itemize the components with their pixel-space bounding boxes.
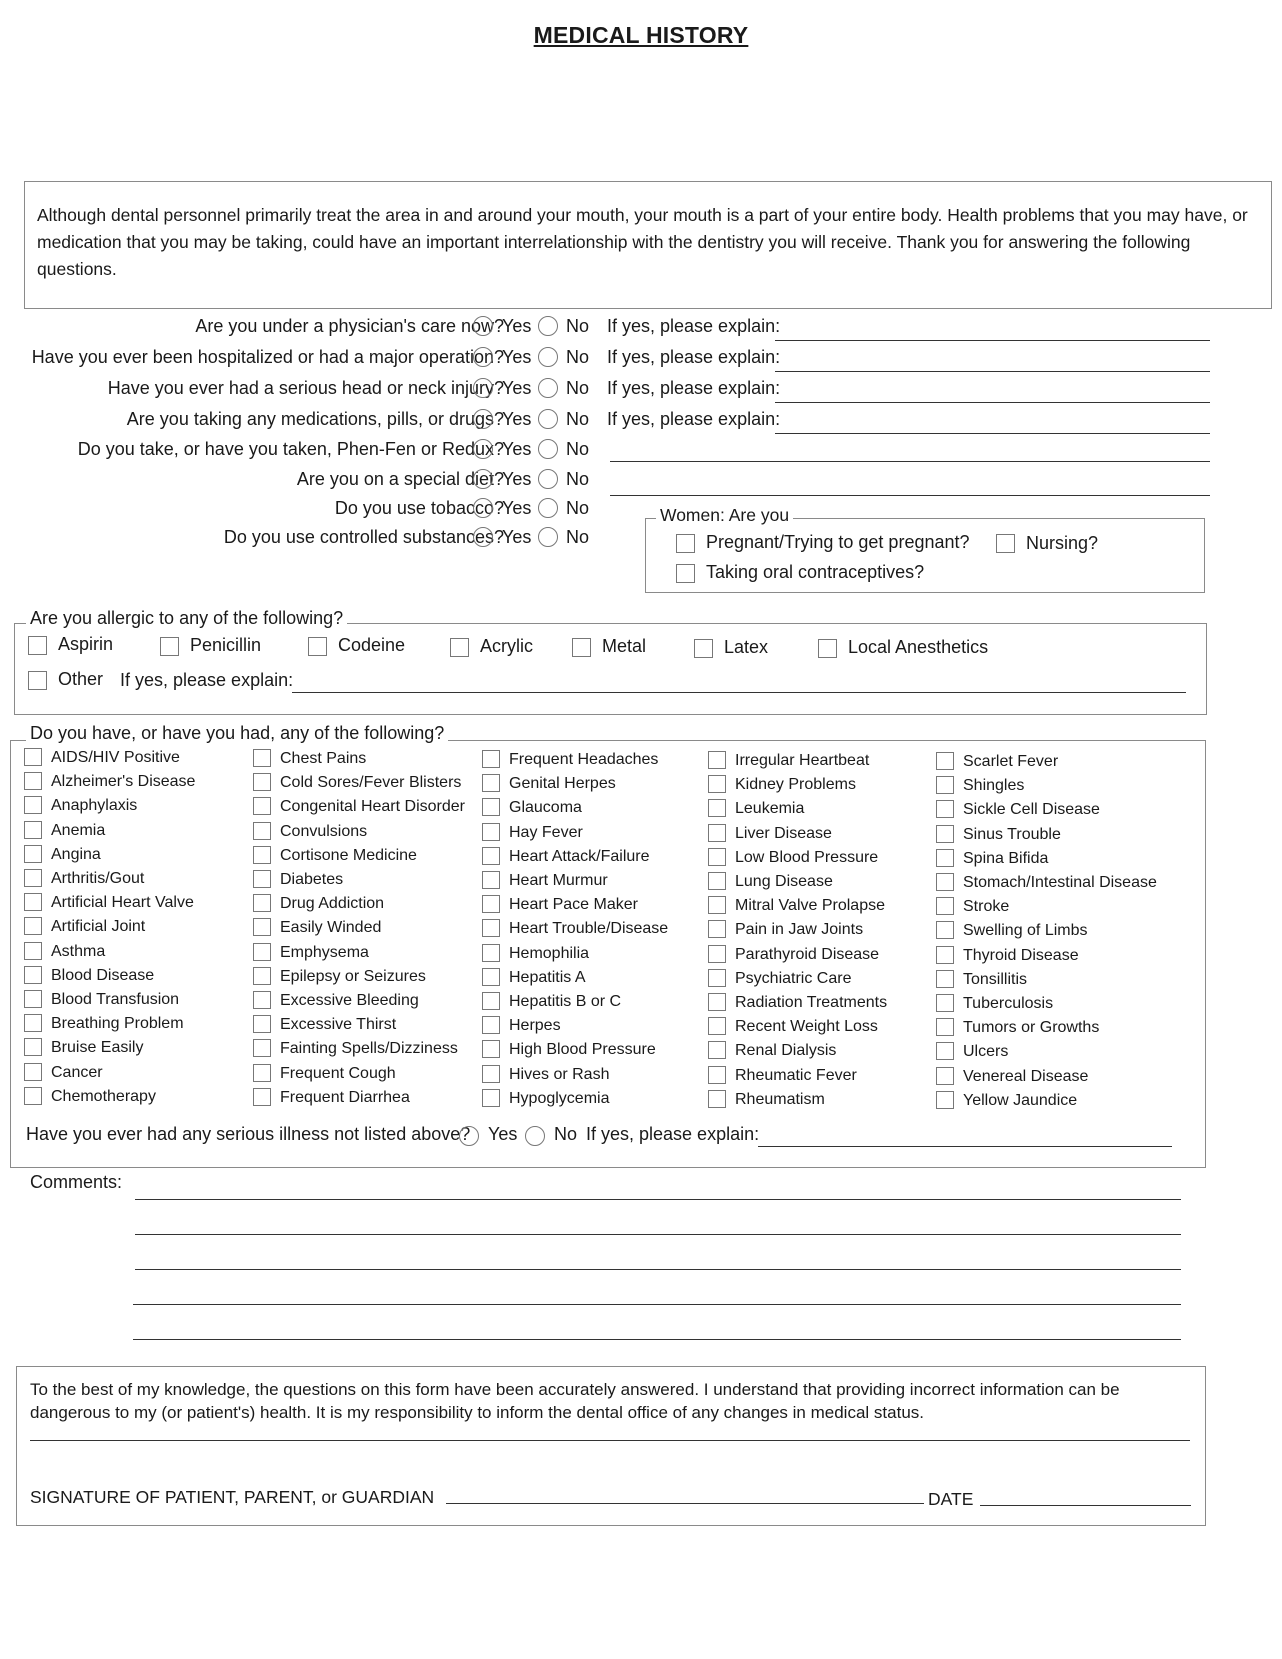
- condition-label: Angina: [51, 846, 101, 863]
- condition-label: Sickle Cell Disease: [963, 801, 1100, 818]
- question-row: [0, 406, 1282, 432]
- serious-illness-yes-label: Yes: [488, 1124, 518, 1144]
- condition-checkbox[interactable]: [708, 945, 726, 963]
- no-label: No: [566, 316, 590, 336]
- condition-label: Lung Disease: [735, 873, 833, 890]
- yes-radio[interactable]: [473, 498, 493, 518]
- condition-label: Blood Transfusion: [51, 991, 180, 1008]
- serious-illness-no-radio[interactable]: [525, 1126, 545, 1146]
- explain-label: If yes, please explain:: [607, 409, 781, 429]
- condition-label: Rheumatism: [735, 1091, 825, 1108]
- condition-label: Drug Addiction: [280, 895, 385, 912]
- allergy-checkbox[interactable]: [28, 636, 47, 655]
- condition-label: Tonsillitis: [963, 971, 1028, 988]
- condition-label: Epilepsy or Seizures: [280, 968, 426, 985]
- allergy-checkbox[interactable]: [308, 637, 327, 656]
- condition-checkbox[interactable]: [708, 872, 726, 890]
- condition-label: Convulsions: [280, 823, 368, 840]
- explain-line[interactable]: [775, 340, 1210, 341]
- condition-label: Leukemia: [735, 800, 805, 817]
- condition-checkbox[interactable]: [936, 1042, 954, 1060]
- condition-checkbox[interactable]: [253, 1088, 271, 1106]
- condition-checkbox[interactable]: [482, 1016, 500, 1034]
- condition-label: Emphysema: [280, 944, 369, 961]
- condition-checkbox[interactable]: [24, 942, 42, 960]
- comments-line[interactable]: [135, 1234, 1181, 1235]
- condition-label: Arthritis/Gout: [51, 870, 145, 887]
- condition-label: Radiation Treatments: [735, 994, 888, 1011]
- condition-checkbox[interactable]: [253, 991, 271, 1009]
- condition-checkbox[interactable]: [936, 752, 954, 770]
- condition-label: Hay Fever: [509, 824, 583, 841]
- allergy-checkbox[interactable]: [450, 638, 469, 657]
- date-label: DATE: [928, 1489, 974, 1509]
- condition-label: Frequent Diarrhea: [280, 1089, 410, 1106]
- allergy-checkbox[interactable]: [694, 639, 713, 658]
- yes-label: Yes: [502, 469, 532, 489]
- no-radio[interactable]: [538, 409, 558, 429]
- condition-checkbox[interactable]: [936, 849, 954, 867]
- yes-label: Yes: [502, 498, 532, 518]
- question-label: Do you use tobacco?: [334, 498, 504, 518]
- condition-checkbox[interactable]: [936, 921, 954, 939]
- condition-label: Tuberculosis: [963, 995, 1054, 1012]
- condition-label: Cold Sores/Fever Blisters: [280, 774, 462, 791]
- explain-line[interactable]: [610, 461, 1210, 462]
- no-radio[interactable]: [538, 378, 558, 398]
- nursing-checkbox[interactable]: [996, 534, 1015, 553]
- condition-checkbox[interactable]: [253, 1039, 271, 1057]
- condition-checkbox[interactable]: [708, 799, 726, 817]
- condition-checkbox[interactable]: [708, 896, 726, 914]
- condition-label: Hepatitis B or C: [509, 993, 622, 1010]
- no-radio[interactable]: [538, 316, 558, 336]
- condition-checkbox[interactable]: [708, 1041, 726, 1059]
- condition-checkbox[interactable]: [482, 1065, 500, 1083]
- signature-line[interactable]: [446, 1503, 924, 1504]
- yes-radio[interactable]: [473, 378, 493, 398]
- page-title: MEDICAL HISTORY: [533, 22, 749, 48]
- yes-radio[interactable]: [473, 409, 493, 429]
- condition-checkbox[interactable]: [708, 824, 726, 842]
- condition-label: Anaphylaxis: [51, 797, 138, 814]
- condition-checkbox[interactable]: [482, 1089, 500, 1107]
- condition-label: Diabetes: [280, 871, 344, 888]
- condition-label: Excessive Bleeding: [280, 992, 419, 1009]
- condition-checkbox[interactable]: [936, 776, 954, 794]
- explain-line[interactable]: [775, 402, 1210, 403]
- allergy-label: Penicillin: [190, 635, 262, 655]
- pregnant-checkbox[interactable]: [676, 534, 695, 553]
- question-label: Are you under a physician's care now?: [195, 316, 504, 336]
- condition-label: Stroke: [963, 898, 1010, 915]
- question-row: [0, 436, 1282, 462]
- condition-checkbox[interactable]: [253, 749, 271, 767]
- yes-radio[interactable]: [473, 439, 493, 459]
- no-label: No: [566, 527, 590, 547]
- condition-checkbox[interactable]: [936, 825, 954, 843]
- condition-label: Anemia: [51, 822, 106, 839]
- condition-label: Heart Attack/Failure: [509, 848, 650, 865]
- condition-checkbox[interactable]: [24, 990, 42, 1008]
- question-label: Do you take, or have you taken, Phen-Fen or Redux?: [77, 439, 504, 459]
- condition-label: Irregular Heartbeat: [735, 752, 870, 769]
- condition-checkbox[interactable]: [708, 751, 726, 769]
- condition-checkbox[interactable]: [24, 1038, 42, 1056]
- condition-label: Frequent Cough: [280, 1065, 396, 1082]
- condition-checkbox[interactable]: [708, 775, 726, 793]
- question-row: [0, 313, 1282, 339]
- condition-label: Shingles: [963, 777, 1025, 794]
- condition-checkbox[interactable]: [253, 797, 271, 815]
- condition-checkbox[interactable]: [482, 992, 500, 1010]
- condition-checkbox[interactable]: [708, 920, 726, 938]
- yes-label: Yes: [502, 409, 532, 429]
- condition-checkbox[interactable]: [482, 1040, 500, 1058]
- explain-label: If yes, please explain:: [607, 316, 781, 336]
- comments-line[interactable]: [133, 1304, 1181, 1305]
- allergy-checkbox[interactable]: [818, 639, 837, 658]
- condition-checkbox[interactable]: [24, 1063, 42, 1081]
- condition-checkbox[interactable]: [253, 1064, 271, 1082]
- condition-checkbox[interactable]: [24, 1014, 42, 1032]
- nursing-label: Nursing?: [1026, 533, 1099, 553]
- yes-radio[interactable]: [473, 527, 493, 547]
- attestation-line[interactable]: [30, 1440, 1190, 1441]
- serious-illness-question: Have you ever had any serious illness not listed above?: [26, 1124, 471, 1144]
- condition-checkbox[interactable]: [936, 1018, 954, 1036]
- serious-illness-explain-line[interactable]: [758, 1146, 1172, 1147]
- condition-label: Hepatitis A: [509, 969, 586, 986]
- contraceptives-label: Taking oral contraceptives?: [706, 562, 925, 582]
- no-label: No: [566, 469, 590, 489]
- no-radio[interactable]: [538, 469, 558, 489]
- condition-label: Excessive Thirst: [280, 1016, 397, 1033]
- condition-checkbox[interactable]: [708, 1017, 726, 1035]
- condition-checkbox[interactable]: [482, 968, 500, 986]
- condition-checkbox[interactable]: [482, 774, 500, 792]
- condition-label: Asthma: [51, 943, 106, 960]
- intro-box: [24, 181, 1272, 309]
- yes-label: Yes: [502, 439, 532, 459]
- condition-label: Psychiatric Care: [735, 970, 852, 987]
- condition-label: Kidney Problems: [735, 776, 856, 793]
- women-title: Women: Are you: [656, 505, 793, 526]
- condition-checkbox[interactable]: [253, 943, 271, 961]
- condition-checkbox[interactable]: [936, 1067, 954, 1085]
- contraceptives-checkbox[interactable]: [676, 564, 695, 583]
- condition-label: Heart Pace Maker: [509, 896, 638, 913]
- condition-checkbox[interactable]: [253, 918, 271, 936]
- condition-label: Heart Murmur: [509, 872, 608, 889]
- allergy-explain-line[interactable]: [292, 692, 1186, 693]
- condition-label: Hives or Rash: [509, 1066, 610, 1083]
- condition-checkbox[interactable]: [24, 821, 42, 839]
- serious-illness-yes-radio[interactable]: [459, 1126, 479, 1146]
- condition-checkbox[interactable]: [708, 969, 726, 987]
- question-label: Have you ever been hospitalized or had a major operation?: [31, 347, 504, 367]
- question-label: Are you taking any medications, pills, or drugs?: [126, 409, 504, 429]
- allergy-label: Metal: [602, 636, 647, 656]
- condition-label: Congenital Heart Disorder: [280, 798, 465, 815]
- date-line[interactable]: [980, 1505, 1191, 1506]
- comments-line[interactable]: [135, 1269, 1181, 1270]
- allergies-title: Are you allergic to any of the following?: [26, 608, 347, 629]
- condition-label: Yellow Jaundice: [963, 1092, 1078, 1109]
- condition-checkbox[interactable]: [482, 847, 500, 865]
- condition-checkbox[interactable]: [936, 946, 954, 964]
- yes-label: Yes: [502, 527, 532, 547]
- condition-checkbox[interactable]: [482, 750, 500, 768]
- condition-label: Stomach/Intestinal Disease: [963, 874, 1157, 891]
- condition-checkbox[interactable]: [936, 800, 954, 818]
- condition-checkbox[interactable]: [936, 994, 954, 1012]
- condition-checkbox[interactable]: [253, 967, 271, 985]
- condition-checkbox[interactable]: [24, 1087, 42, 1105]
- condition-label: Glaucoma: [509, 799, 582, 816]
- condition-label: Cancer: [51, 1064, 103, 1081]
- condition-label: Venereal Disease: [963, 1068, 1089, 1085]
- explain-label: If yes, please explain:: [607, 378, 781, 398]
- question-row: [0, 466, 1282, 492]
- condition-label: Low Blood Pressure: [735, 849, 879, 866]
- condition-label: Easily Winded: [280, 919, 382, 936]
- condition-label: Blood Disease: [51, 967, 155, 984]
- condition-label: Breathing Problem: [51, 1015, 184, 1032]
- yes-radio[interactable]: [473, 469, 493, 489]
- condition-checkbox[interactable]: [482, 895, 500, 913]
- signature-label: SIGNATURE OF PATIENT, PARENT, or GUARDIAN: [30, 1487, 435, 1507]
- condition-label: Renal Dialysis: [735, 1042, 837, 1059]
- condition-label: Liver Disease: [735, 825, 832, 842]
- no-label: No: [566, 439, 590, 459]
- explain-label: If yes, please explain:: [607, 347, 781, 367]
- condition-label: Bruise Easily: [51, 1039, 144, 1056]
- yes-radio[interactable]: [473, 316, 493, 336]
- condition-label: Mitral Valve Prolapse: [735, 897, 885, 914]
- no-label: No: [566, 498, 590, 518]
- condition-checkbox[interactable]: [482, 823, 500, 841]
- condition-checkbox[interactable]: [24, 966, 42, 984]
- condition-label: Recent Weight Loss: [735, 1018, 878, 1035]
- yes-label: Yes: [502, 347, 532, 367]
- condition-checkbox[interactable]: [253, 1015, 271, 1033]
- condition-checkbox[interactable]: [24, 893, 42, 911]
- question-row: [0, 375, 1282, 401]
- condition-label: Spina Bifida: [963, 850, 1049, 867]
- condition-label: Scarlet Fever: [963, 753, 1059, 770]
- condition-label: Pain in Jaw Joints: [735, 921, 864, 938]
- condition-label: AIDS/HIV Positive: [51, 749, 180, 766]
- condition-label: Hemophilia: [509, 945, 590, 962]
- condition-label: Swelling of Limbs: [963, 922, 1088, 939]
- condition-label: Heart Trouble/Disease: [509, 920, 669, 937]
- condition-checkbox[interactable]: [482, 871, 500, 889]
- condition-label: High Blood Pressure: [509, 1041, 656, 1058]
- condition-checkbox[interactable]: [708, 1090, 726, 1108]
- no-radio[interactable]: [538, 527, 558, 547]
- condition-label: Herpes: [509, 1017, 561, 1034]
- condition-label: Sinus Trouble: [963, 826, 1061, 843]
- condition-label: Chemotherapy: [51, 1088, 156, 1105]
- condition-checkbox[interactable]: [936, 970, 954, 988]
- yes-label: Yes: [502, 378, 532, 398]
- allergy-label: Aspirin: [58, 634, 114, 654]
- condition-checkbox[interactable]: [24, 748, 42, 766]
- attestation-text: To the best of my knowledge, the questions on this form have been accurately answered. I understand that providing incorrect information can be dangerous to my (or patient's) health. It is my responsibility to inform the dental office of any changes in medical status.: [30, 1380, 1120, 1422]
- question-row: [0, 344, 1282, 370]
- condition-checkbox[interactable]: [936, 1091, 954, 1109]
- allergy-explain-label: If yes, please explain:: [120, 670, 294, 690]
- conditions-title: Do you have, or have you had, any of the following?: [26, 723, 448, 744]
- explain-line[interactable]: [775, 371, 1210, 372]
- no-label: No: [566, 378, 590, 398]
- allergy-label: Codeine: [338, 635, 406, 655]
- condition-checkbox[interactable]: [936, 897, 954, 915]
- condition-label: Thyroid Disease: [963, 947, 1079, 964]
- condition-checkbox[interactable]: [708, 848, 726, 866]
- comments-label: Comments:: [30, 1172, 123, 1192]
- condition-checkbox[interactable]: [253, 822, 271, 840]
- condition-label: Ulcers: [963, 1043, 1009, 1060]
- no-radio[interactable]: [538, 439, 558, 459]
- condition-checkbox[interactable]: [24, 845, 42, 863]
- no-label: No: [566, 347, 590, 367]
- serious-illness-no-label: No: [554, 1124, 578, 1144]
- condition-checkbox[interactable]: [253, 846, 271, 864]
- condition-checkbox[interactable]: [708, 1066, 726, 1084]
- allergy-checkbox[interactable]: [160, 637, 179, 656]
- condition-checkbox[interactable]: [482, 798, 500, 816]
- condition-label: Frequent Headaches: [509, 751, 659, 768]
- allergy-label: Acrylic: [480, 636, 533, 656]
- condition-checkbox[interactable]: [24, 917, 42, 935]
- condition-label: Fainting Spells/Dizziness: [280, 1040, 458, 1057]
- condition-checkbox[interactable]: [24, 772, 42, 790]
- condition-label: Artificial Heart Valve: [51, 894, 194, 911]
- yes-radio[interactable]: [473, 347, 493, 367]
- condition-label: Artificial Joint: [51, 918, 146, 935]
- condition-checkbox[interactable]: [253, 870, 271, 888]
- condition-checkbox[interactable]: [24, 796, 42, 814]
- comments-line[interactable]: [135, 1199, 1181, 1200]
- no-label: No: [566, 409, 590, 429]
- serious-illness-explain-label: If yes, please explain:: [586, 1124, 760, 1144]
- no-radio[interactable]: [538, 498, 558, 518]
- allergy-checkbox[interactable]: [572, 638, 591, 657]
- condition-label: Hypoglycemia: [509, 1090, 610, 1107]
- allergy-label: Latex: [724, 637, 769, 657]
- no-radio[interactable]: [538, 347, 558, 367]
- condition-label: Cortisone Medicine: [280, 847, 417, 864]
- question-label: Do you use controlled substances?: [223, 527, 504, 547]
- question-label: Are you on a special diet?: [296, 469, 504, 489]
- condition-label: Chest Pains: [280, 750, 367, 767]
- condition-checkbox[interactable]: [936, 873, 954, 891]
- intro-text: Although dental personnel primarily treat the area in and around your mouth, your mouth is a part of your entire body. Health problems that you may have, or medication that you may be taking, could have an important interrelationship with the dentistry you will receive. Thank you for answering the following questions.: [37, 205, 1248, 279]
- condition-label: Tumors or Growths: [963, 1019, 1100, 1036]
- condition-label: Parathyroid Disease: [735, 946, 880, 963]
- allergy-other-checkbox[interactable]: [28, 671, 47, 690]
- allergy-other-label: Other: [58, 669, 104, 689]
- condition-label: Alzheimer's Disease: [51, 773, 196, 790]
- condition-checkbox[interactable]: [708, 993, 726, 1011]
- condition-checkbox[interactable]: [24, 869, 42, 887]
- condition-checkbox[interactable]: [253, 773, 271, 791]
- condition-checkbox[interactable]: [482, 944, 500, 962]
- comments-line[interactable]: [133, 1339, 1181, 1340]
- condition-checkbox[interactable]: [253, 894, 271, 912]
- explain-line[interactable]: [775, 433, 1210, 434]
- condition-label: Genital Herpes: [509, 775, 616, 792]
- question-label: Have you ever had a serious head or neck injury?: [107, 378, 504, 398]
- pregnant-label: Pregnant/Trying to get pregnant?: [706, 532, 970, 552]
- condition-label: Rheumatic Fever: [735, 1067, 857, 1084]
- condition-checkbox[interactable]: [482, 919, 500, 937]
- allergy-label: Local Anesthetics: [848, 637, 989, 657]
- yes-label: Yes: [502, 316, 532, 336]
